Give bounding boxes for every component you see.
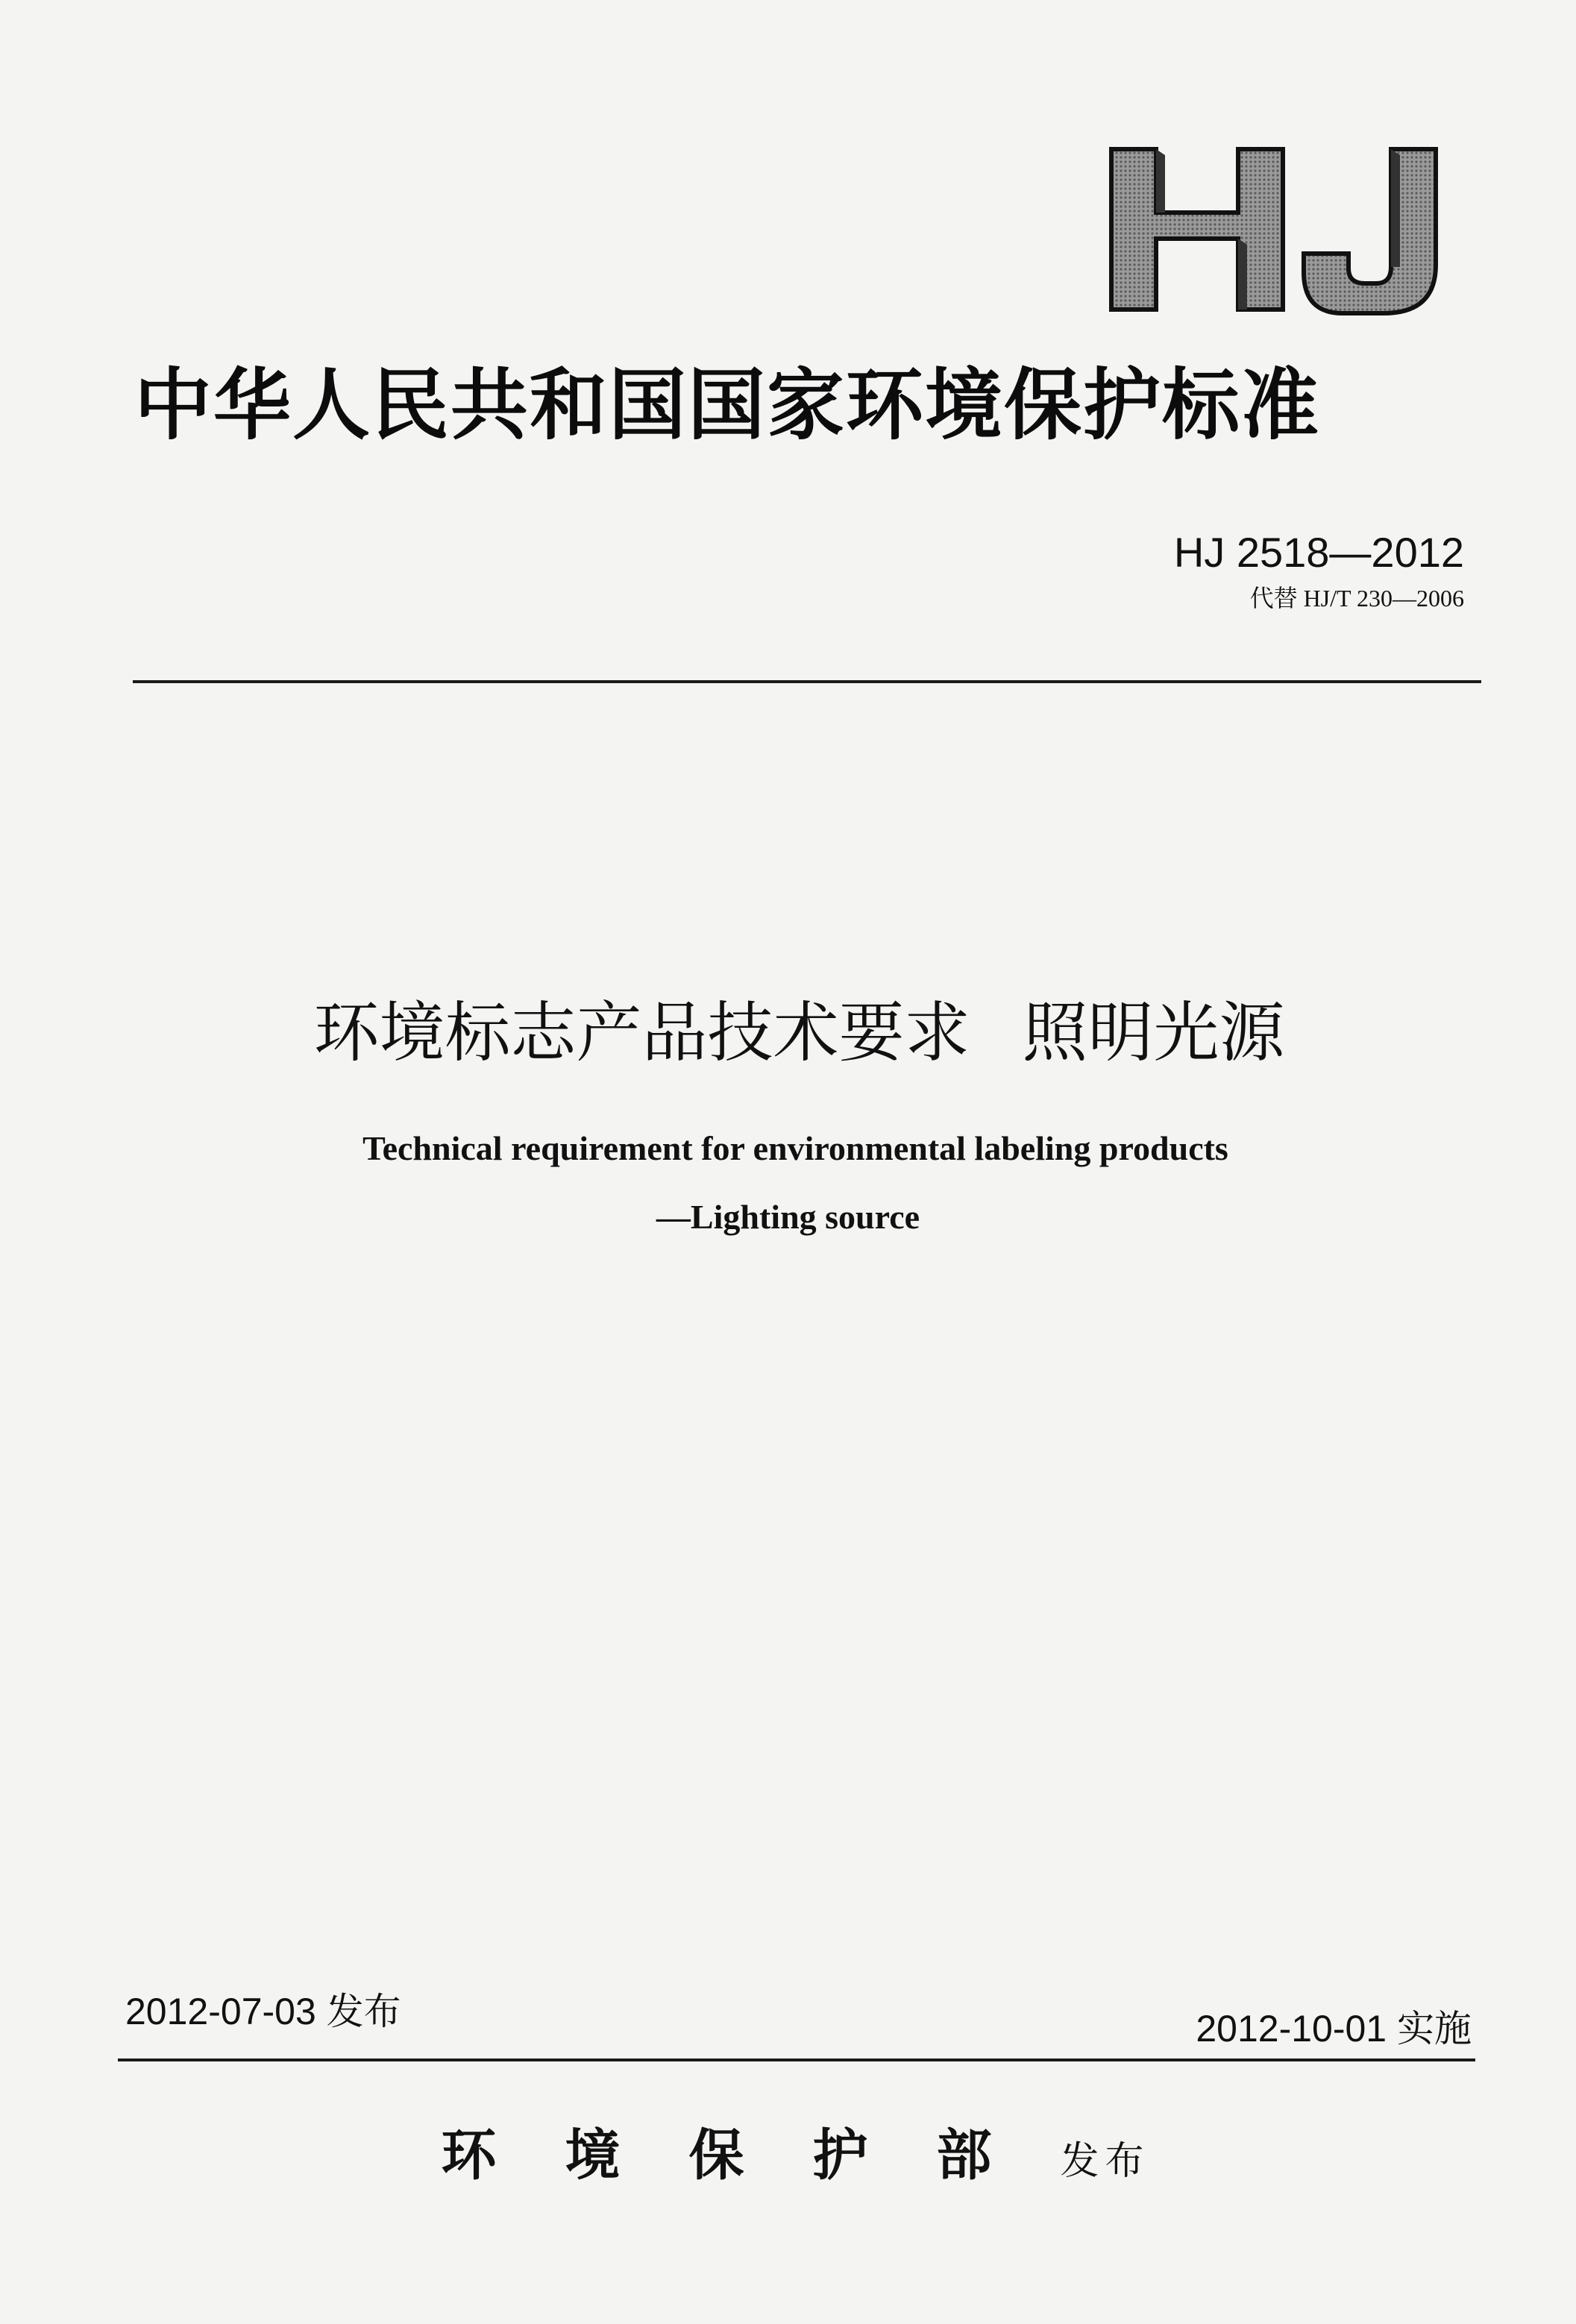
document-title-zh-sub: 照明光源: [1022, 994, 1285, 1071]
hj-logo: [1096, 142, 1454, 321]
issue-date: 2012-07-03 发布: [125, 1991, 401, 2032]
document-title-zh: [0, 992, 1576, 1074]
document-title-zh-main: 环境标志产品技术要求: [313, 994, 970, 1071]
replaces-standard: 代替 HJ/T 230—2006: [1249, 585, 1464, 612]
standard-category-title: 中华人民共和国国家环境保护标准: [134, 359, 1321, 450]
bottom-divider: [118, 2058, 1475, 2061]
top-divider: [133, 680, 1481, 683]
publisher-label: 发布: [1060, 2139, 1150, 2184]
standard-number: HJ 2518—2012: [1173, 529, 1464, 576]
publisher: [0, 2118, 1576, 2199]
publisher-name: 环境保护部: [441, 2123, 1061, 2188]
implementation-date: 2012-10-01 实施: [1196, 2008, 1472, 2050]
document-title-en-line1: Technical requirement for environmental labeling products: [362, 1129, 1228, 1167]
document-title-en-line2: —Lighting source: [656, 1198, 920, 1236]
